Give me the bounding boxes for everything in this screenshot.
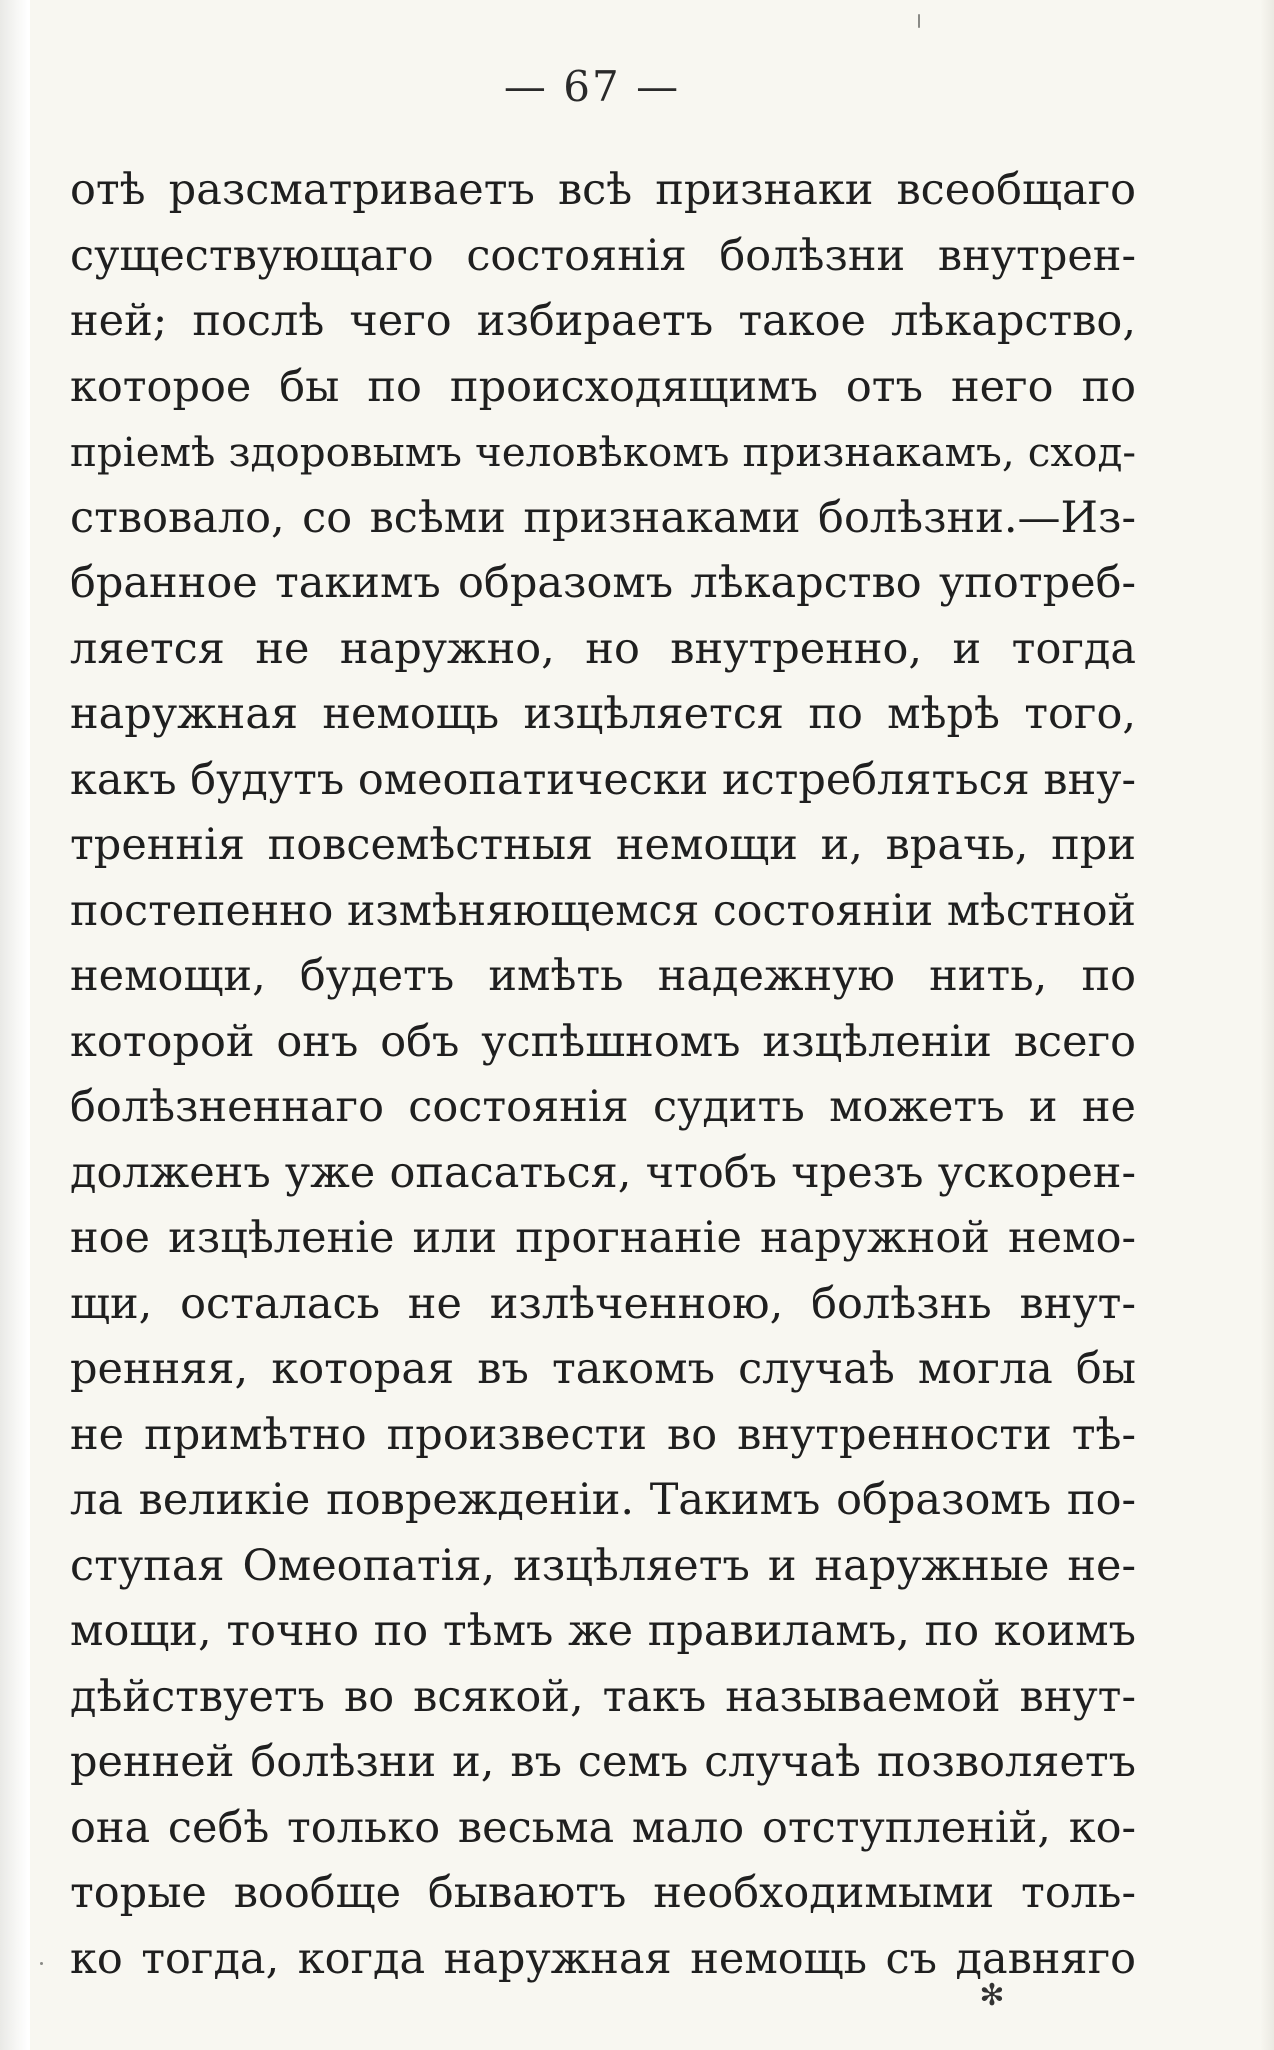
- text-line: ней; послѣ чего избираетъ такое лѣкарство,: [70, 296, 1136, 346]
- text-line: не примѣтно произвести во внутренности тѣ-: [70, 1409, 1136, 1460]
- paper-speck: [40, 1962, 43, 1965]
- text-line: ствовало, со всѣми признаками болѣзни.—Из-: [70, 492, 1136, 543]
- text-line: какъ будутъ омеопатически истребляться вну-: [70, 754, 1136, 805]
- text-line: пріемѣ здоровымъ человѣкомъ признакамъ, сход-: [70, 428, 1136, 476]
- text-line: которое бы по происходящимъ отъ него по: [70, 361, 1136, 412]
- text-line: ренняя, которая въ такомъ случаѣ могла бы: [70, 1344, 1136, 1394]
- text-line: торые вообще бываютъ необходимыми толь-: [70, 1868, 1136, 1918]
- page-number: — 67 —: [503, 62, 681, 111]
- text-line: мощи, точно по тѣмъ же правиламъ, по коимъ: [70, 1606, 1136, 1656]
- page-edge-shadow: [1260, 0, 1274, 2050]
- text-line: треннія повсемѣстныя немощи и, врачь, при: [70, 820, 1136, 870]
- text-line: ступая Омеопатія, изцѣляетъ и наружные не-: [70, 1540, 1136, 1591]
- text-line: постепенно измѣняющемся состояніи мѣстной: [70, 885, 1136, 936]
- text-line: наружная немощь изцѣляется по мѣрѣ того,: [70, 689, 1136, 739]
- binding-gutter: [0, 0, 28, 2050]
- text-line: дѣйствуетъ во всякой, такъ называемой внут-: [70, 1671, 1136, 1722]
- book-page: [30, 0, 1274, 2050]
- text-line: отѣ разсматриваетъ всѣ признаки всеобщаго: [70, 165, 1136, 215]
- text-line: немощи, будетъ имѣть надежную нить, по: [70, 951, 1136, 1001]
- text-line: бранное такимъ образомъ лѣкарство употреб-: [70, 558, 1136, 608]
- text-line: ляется не наружно, но внутренно, и тогда: [70, 623, 1136, 674]
- signature-mark: ✻: [979, 1978, 1005, 2013]
- text-line: долженъ уже опасаться, чтобъ чрезъ ускорен-: [70, 1147, 1136, 1198]
- text-line: ла великіе поврежденіи. Такимъ образомъ по-: [70, 1475, 1136, 1525]
- text-line: она себѣ только весьма мало отступленій, ко-: [70, 1802, 1136, 1853]
- paper-speck: [918, 14, 920, 28]
- text-line: ко тогда, когда наружная немощь съ давняго: [70, 1933, 1136, 1984]
- text-line: которой онъ объ успѣшномъ изцѣленіи всего: [70, 1016, 1136, 1067]
- text-line: болѣзненнаго состоянія судить можетъ и не: [70, 1082, 1136, 1132]
- text-line: ренней болѣзни и, въ семъ случаѣ позволяетъ: [70, 1737, 1136, 1787]
- text-line: щи, осталась не излѣченною, болѣзнь внут-: [70, 1278, 1136, 1329]
- body-text: [70, 158, 1136, 1992]
- text-line: ное изцѣленіе или прогнаніе наружной немо-: [70, 1213, 1136, 1263]
- text-line: существующаго состоянія болѣзни внутрен-: [70, 230, 1136, 281]
